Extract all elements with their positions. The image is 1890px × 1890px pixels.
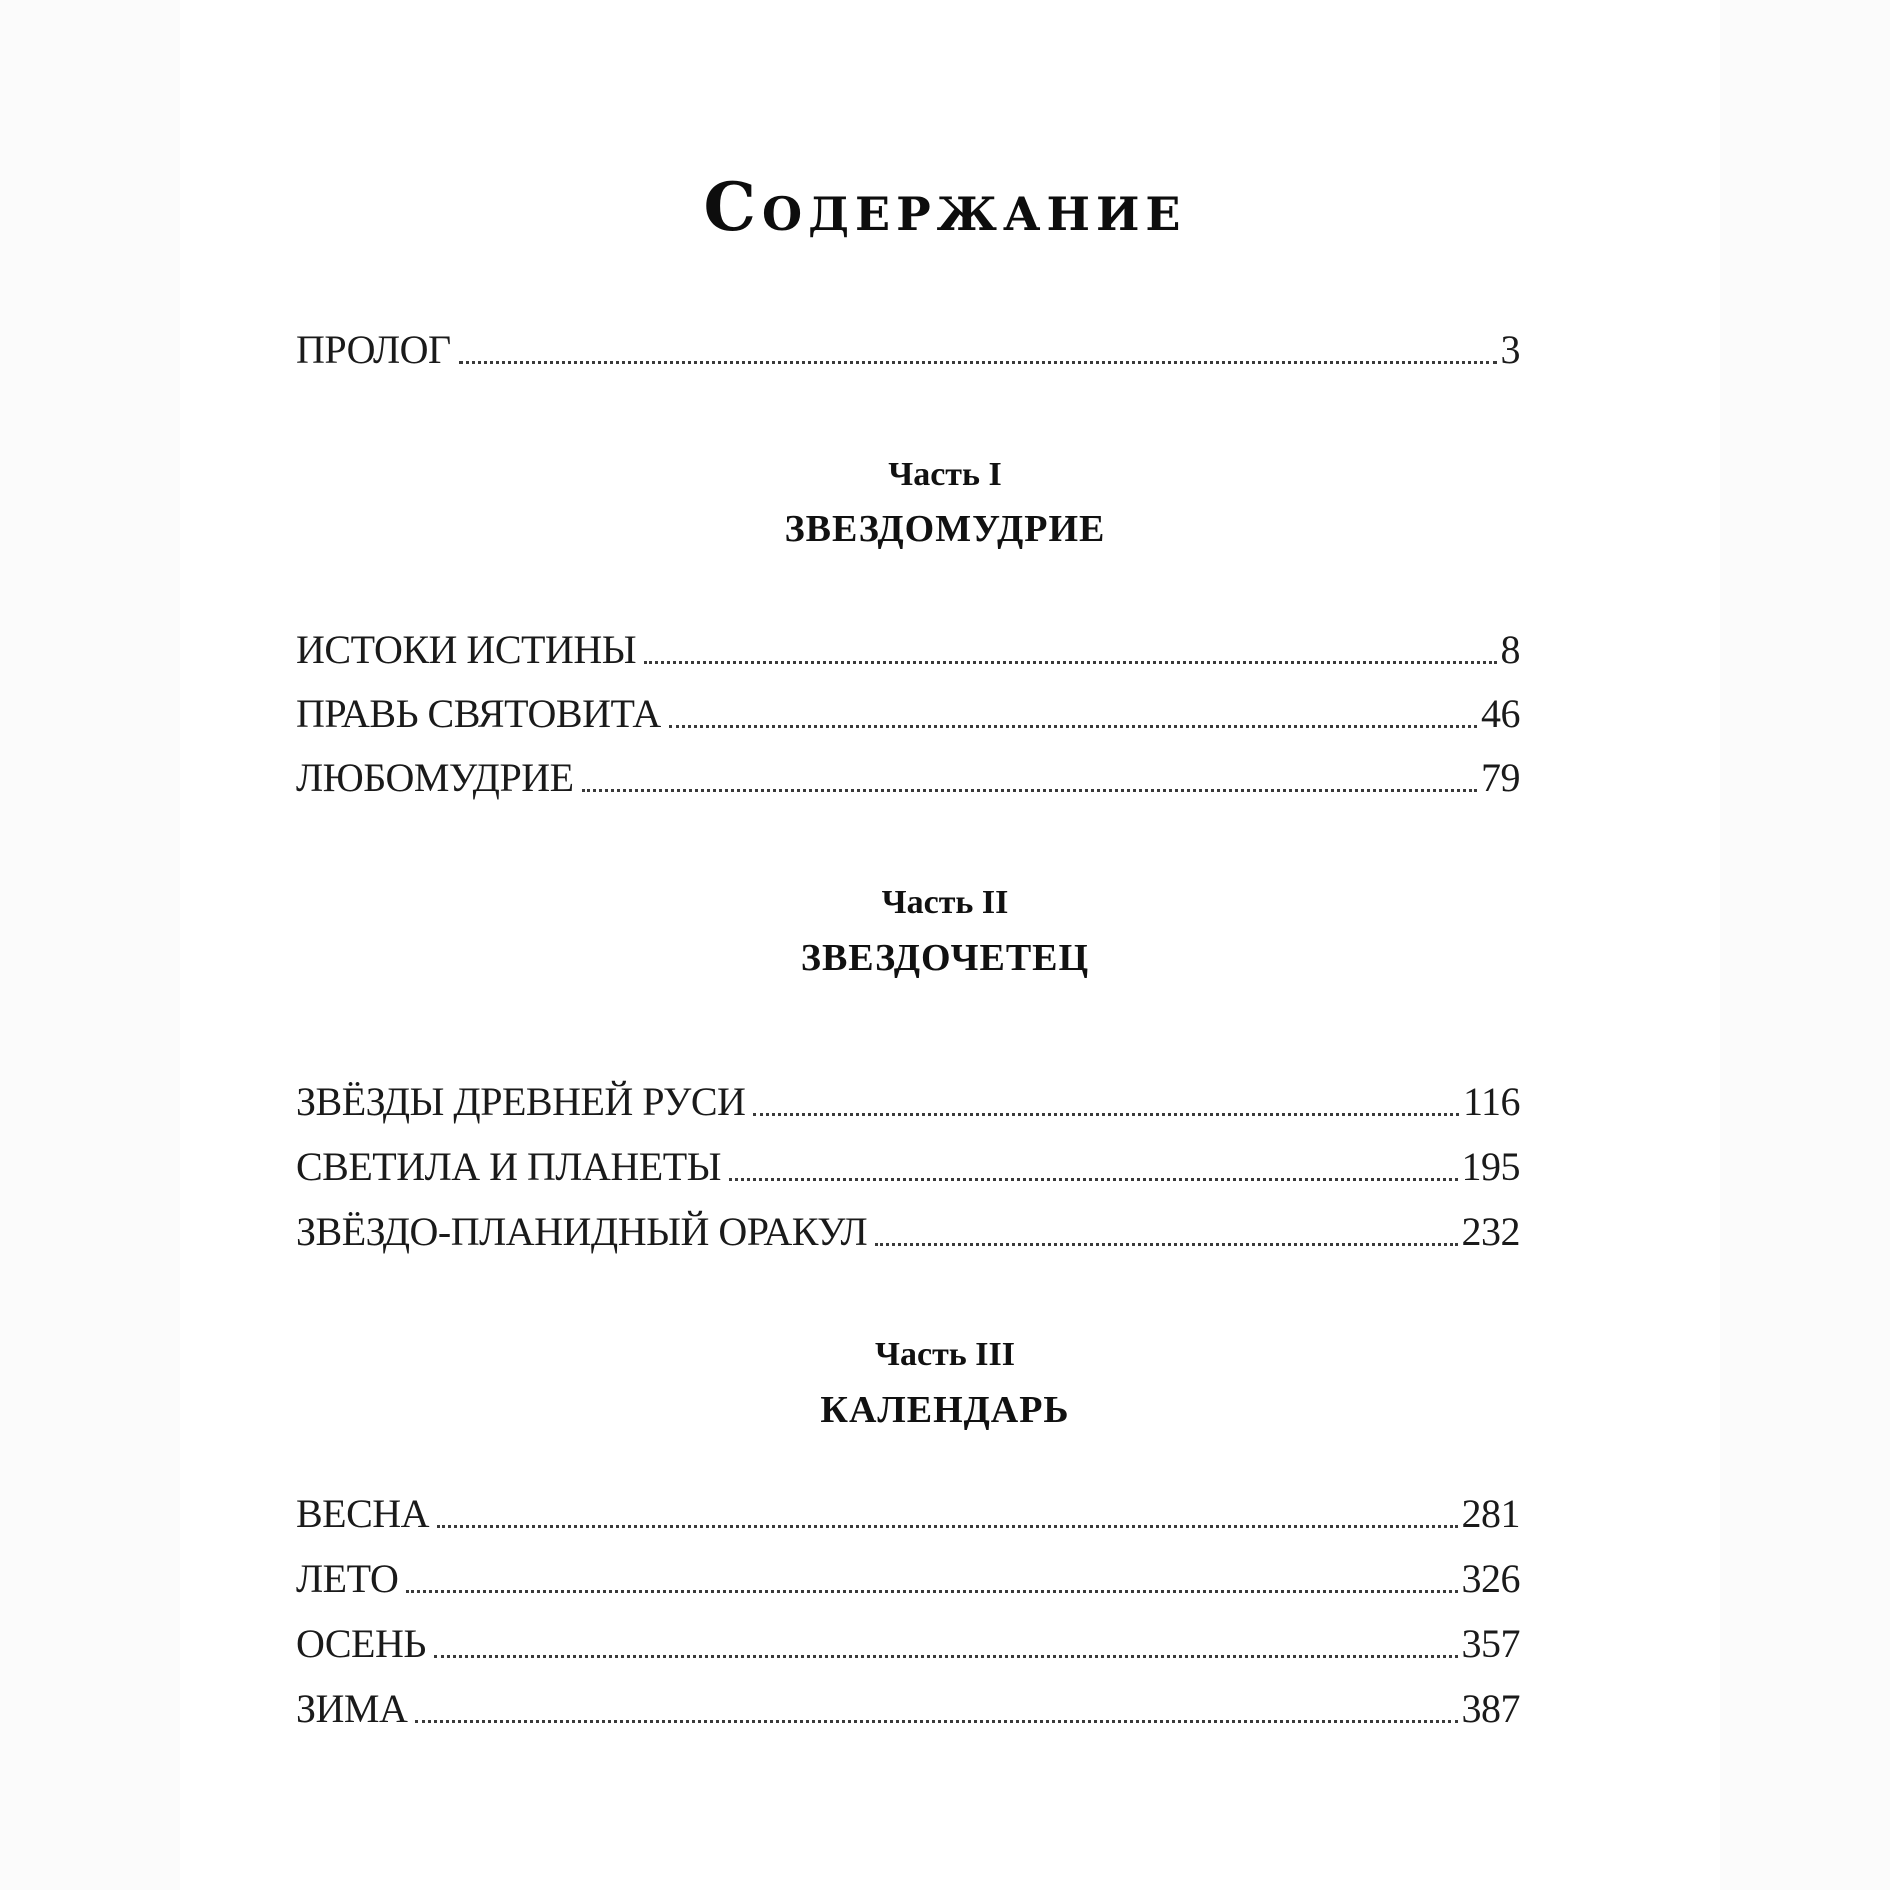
toc-entry-label: СВЕТИЛА И ПЛАНЕТЫ bbox=[296, 1144, 722, 1189]
toc-entry-page: 116 bbox=[1462, 1079, 1520, 1124]
toc-entry-page: 232 bbox=[1461, 1209, 1520, 1254]
toc-entry[interactable] bbox=[296, 1488, 1520, 1540]
part-number: Часть I bbox=[888, 456, 1002, 493]
dot-leader bbox=[434, 1655, 1458, 1658]
toc-entry-label: ПРОЛОГ bbox=[296, 327, 451, 372]
toc-entry[interactable] bbox=[296, 1141, 1520, 1193]
page-title: Содержание bbox=[703, 168, 1187, 246]
toc-entry-page: 281 bbox=[1461, 1491, 1520, 1536]
toc-entry-label: ЛЮБОМУДРИЕ bbox=[296, 755, 574, 800]
dot-leader bbox=[644, 661, 1496, 664]
dot-leader bbox=[459, 361, 1497, 364]
part-name: ЗВЕЗДОМУДРИЕ bbox=[784, 508, 1106, 550]
dot-leader bbox=[415, 1720, 1457, 1723]
toc-entry-label: ВЕСНА bbox=[296, 1491, 430, 1536]
toc-entry-label: ПРАВЬ СВЯТОВИТА bbox=[296, 691, 661, 736]
toc-entry-page: 8 bbox=[1500, 627, 1520, 672]
toc-entry-page: 195 bbox=[1461, 1144, 1520, 1189]
toc-entry-label: ЗВЁЗДЫ ДРЕВНЕЙ РУСИ bbox=[296, 1079, 746, 1124]
toc-entry-label: ИСТОКИ ИСТИНЫ bbox=[296, 627, 637, 672]
toc-entry[interactable] bbox=[296, 1683, 1520, 1735]
toc-entry-page: 326 bbox=[1461, 1556, 1520, 1601]
dot-leader bbox=[406, 1590, 1457, 1593]
toc-entry-prologue[interactable] bbox=[296, 324, 1520, 376]
part-number: Часть III bbox=[875, 1336, 1015, 1373]
toc-entry[interactable] bbox=[296, 1076, 1520, 1128]
toc-entry-page: 46 bbox=[1481, 691, 1520, 736]
dot-leader bbox=[582, 789, 1477, 792]
toc-entry[interactable] bbox=[296, 1553, 1520, 1605]
dot-leader bbox=[729, 1178, 1457, 1181]
dot-leader bbox=[753, 1113, 1459, 1116]
toc-entry[interactable] bbox=[296, 688, 1520, 740]
dot-leader bbox=[875, 1243, 1457, 1246]
toc-entry-page: 3 bbox=[1500, 327, 1520, 372]
toc-entry-label: ЗИМА bbox=[296, 1686, 408, 1731]
toc-entry-label: ЛЕТО bbox=[296, 1556, 399, 1601]
toc-entry-label: ОСЕНЬ bbox=[296, 1621, 426, 1666]
part-name: ЗВЕЗДОЧЕТЕЦ bbox=[800, 937, 1090, 979]
toc-entry-page: 79 bbox=[1481, 755, 1520, 800]
toc-entry-page: 387 bbox=[1461, 1686, 1520, 1731]
part-name: КАЛЕНДАРЬ bbox=[820, 1389, 1070, 1431]
dot-leader bbox=[437, 1525, 1457, 1528]
dot-leader bbox=[669, 725, 1477, 728]
toc-entry-label: ЗВЁЗДО-ПЛАНИДНЫЙ ОРАКУЛ bbox=[296, 1209, 868, 1254]
toc-entry[interactable] bbox=[296, 1206, 1520, 1258]
toc-entry[interactable] bbox=[296, 752, 1520, 804]
toc-entry[interactable] bbox=[296, 624, 1520, 676]
toc-entry-page: 357 bbox=[1461, 1621, 1520, 1666]
part-number: Часть II bbox=[881, 884, 1009, 921]
toc-entry[interactable] bbox=[296, 1618, 1520, 1670]
